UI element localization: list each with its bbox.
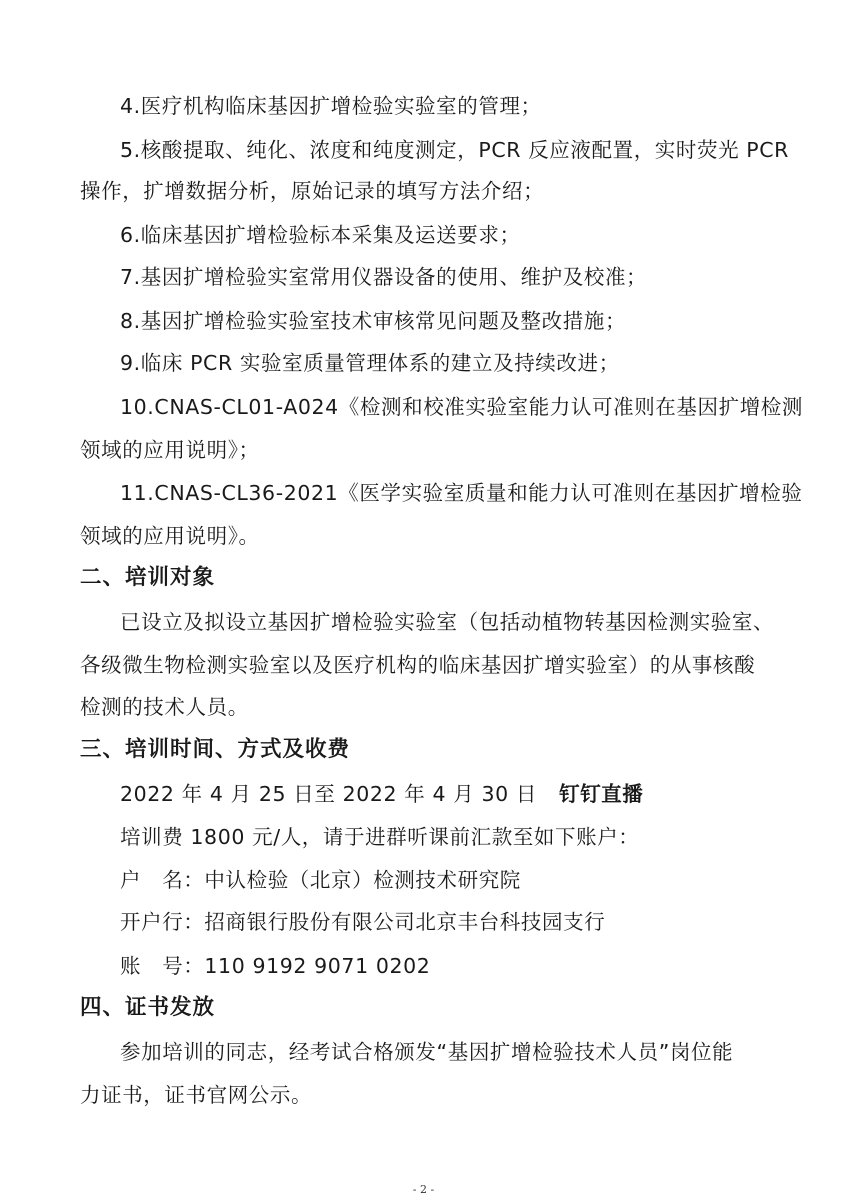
section-4-paragraph-line-2: 力证书，证书官网公示。 <box>80 1083 313 1107</box>
fee-line: 培训费 1800 元/人，请于进群听课前汇款至如下账户： <box>120 825 640 849</box>
item-6: 6.临床基因扩增检验标本采集及运送要求； <box>120 223 521 247</box>
page-number: - 2 - <box>412 1183 435 1196</box>
account-number-line <box>120 952 430 980</box>
section-2-paragraph-line-1: 已设立及拟设立基因扩增检验实验室（包括动植物转基因检测实验室、 <box>120 610 775 634</box>
section-2-paragraph-line-3: 检测的技术人员。 <box>80 695 249 719</box>
section-2-heading: 二、培训对象 <box>80 565 216 590</box>
section-4-paragraph-line-1: 参加培训的同志，经考试合格颁发“基因扩增检验技术人员”岗位能 <box>120 1040 734 1064</box>
section-2-paragraph-line-2: 各级微生物检测实验室以及医疗机构的临床基因扩增实验室）的从事核酸 <box>80 653 756 677</box>
account-number-label: 账 号： <box>120 954 205 978</box>
item-10-line-2: 领域的应用说明》； <box>80 438 260 462</box>
item-9: 9.临床 PCR 实验室质量管理体系的建立及持续改进； <box>120 351 620 375</box>
bank-label: 开户行： <box>120 910 205 934</box>
bank-value: 招商银行股份有限公司北京丰台科技园支行 <box>204 910 606 934</box>
item-11-line-1: 11.CNAS-CL36-2021《医学实验室质量和能力认可准则在基因扩增检验 <box>120 481 803 505</box>
item-5-line-1: 5.核酸提取、纯化、浓度和纯度测定，PCR 反应液配置，实时荧光 PCR <box>120 138 790 162</box>
section-3-heading: 三、培训时间、方式及收费 <box>80 737 351 762</box>
account-number-value: 110 9192 9071 0202 <box>204 954 431 978</box>
item-8: 8.基因扩增检验实验室技术审核常见问题及整改措施； <box>120 309 627 333</box>
bank-line <box>120 908 605 936</box>
item-5-line-2: 操作，扩增数据分析，原始记录的填写方法介绍； <box>80 179 545 203</box>
account-name-line <box>120 866 521 894</box>
item-10-line-1: 10.CNAS-CL01-A024《检测和校准实验室能力认可准则在基因扩增检测 <box>120 395 804 419</box>
account-name-value: 中认检验（北京）检测技术研究院 <box>204 868 521 892</box>
item-4: 4.医疗机构临床基因扩增检验实验室的管理； <box>120 94 542 118</box>
section-4-heading: 四、证书发放 <box>80 995 216 1020</box>
item-7: 7.基因扩增检验实室常用仪器设备的使用、维护及校准； <box>120 265 648 289</box>
item-11-line-2: 领域的应用说明》。 <box>80 524 260 548</box>
account-name-label: 户 名： <box>120 868 205 892</box>
training-mode: 钉钉直播 <box>558 782 644 806</box>
training-schedule-line <box>120 780 643 808</box>
training-dates: 2022 年 4 月 25 日至 2022 年 4 月 30 日 <box>120 782 537 806</box>
